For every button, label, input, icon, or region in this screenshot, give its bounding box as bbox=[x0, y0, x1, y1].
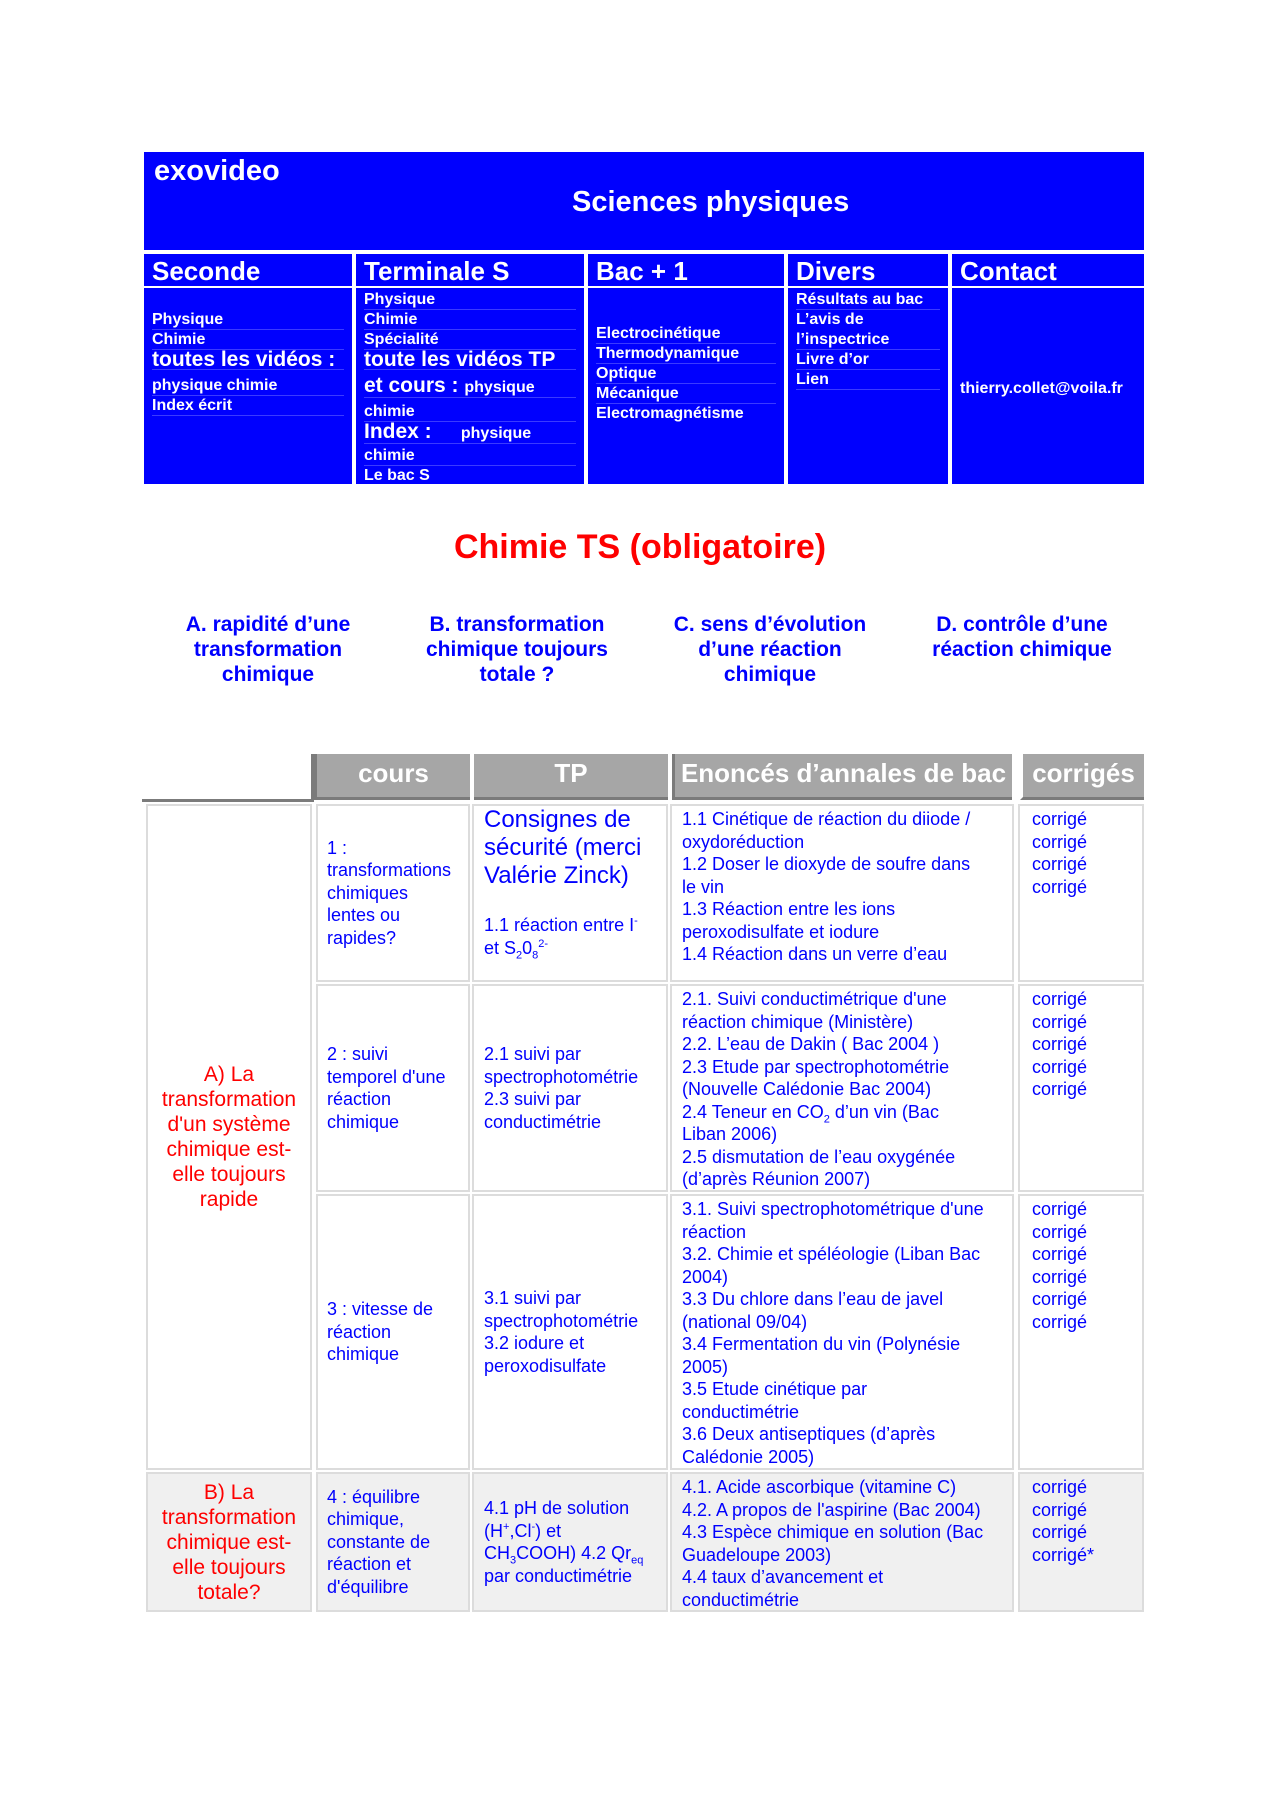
annale-link[interactable]: (d’après Réunion 2007) bbox=[682, 1169, 871, 1189]
row-group-b bbox=[146, 1472, 312, 1612]
row1-cours-line[interactable]: 1 : bbox=[327, 837, 348, 858]
section-d-line[interactable]: réaction chimique bbox=[932, 638, 1112, 661]
corrige-link[interactable]: corrigé bbox=[1032, 989, 1088, 1009]
annale-link[interactable]: 3.5 Etude cinétique par bbox=[682, 1379, 868, 1399]
nav-link[interactable]: Mécanique bbox=[596, 384, 776, 404]
row4-cours-line[interactable]: réaction et bbox=[327, 1554, 412, 1575]
tp-link-line[interactable] bbox=[484, 1542, 666, 1565]
nav-contact-title[interactable]: Contact bbox=[952, 254, 1144, 288]
nav-link-text[interactable]: physique bbox=[460, 425, 532, 442]
annale-link[interactable]: oxydoréduction bbox=[682, 831, 805, 852]
row3-tp bbox=[472, 1194, 668, 1470]
section-a-line[interactable]: transformation bbox=[193, 638, 343, 661]
safety-link-line[interactable]: sécurité (merci bbox=[484, 834, 642, 861]
annale-link[interactable]: (national 09/04) bbox=[682, 1311, 808, 1332]
row2-cours bbox=[316, 984, 470, 1192]
nav-divers-title[interactable]: Divers bbox=[788, 254, 948, 288]
nav-link[interactable]: Electrocinétique bbox=[596, 324, 776, 344]
annale-link[interactable]: (Nouvelle Calédonie Bac 2004) bbox=[682, 1079, 932, 1099]
annale-link[interactable]: 2.2. L’eau de Dakin ( Bac 2004 ) bbox=[682, 1034, 940, 1054]
corrige-link[interactable]: corrigé bbox=[1032, 1311, 1088, 1332]
nav-link[interactable]: Electromagnétisme bbox=[596, 405, 744, 422]
nav-link[interactable]: physique chimie bbox=[152, 376, 344, 396]
nav-link[interactable]: toutes les vidéos : bbox=[152, 350, 344, 370]
annale-text[interactable]: 2.4 Teneur en CO bbox=[682, 1101, 824, 1122]
section-b-line[interactable]: chimique toujours bbox=[425, 638, 608, 661]
nav-terminale-title[interactable]: Terminale S bbox=[356, 254, 584, 288]
annale-sub: 2 bbox=[823, 1113, 830, 1126]
nav-link[interactable]: Spécialité bbox=[364, 330, 576, 350]
row4-cours-line[interactable]: constante de bbox=[327, 1531, 431, 1552]
tp-sub: 3 bbox=[510, 1554, 517, 1567]
row-group-a-line: elle toujours bbox=[172, 1163, 286, 1186]
row-group-b-line: chimique est- bbox=[166, 1530, 292, 1554]
annale-link[interactable]: 2005) bbox=[682, 1356, 729, 1377]
annale-link[interactable]: 4.3 Espèce chimique en solution (Bac bbox=[682, 1522, 984, 1542]
row1-cours-line[interactable]: transformations bbox=[327, 860, 452, 881]
section-b-line[interactable]: totale ? bbox=[479, 663, 555, 686]
nav-link[interactable]: Thermodynamique bbox=[596, 344, 776, 364]
row1-cours-line[interactable]: lentes ou bbox=[327, 905, 401, 926]
annale-link[interactable]: 1.2 Doser le dioxyde de soufre dans bbox=[682, 854, 971, 874]
nav-link[interactable] bbox=[364, 376, 576, 398]
annale-link[interactable]: 3.3 Du chlore dans l’eau de javel bbox=[682, 1289, 944, 1309]
tp-link-line[interactable] bbox=[484, 937, 638, 960]
annale-link[interactable]: 1.1 Cinétique de réaction du diiode / bbox=[682, 809, 971, 829]
contact-email[interactable]: thierry.collet@voila.fr bbox=[960, 380, 1123, 397]
annale-link[interactable]: Guadeloupe 2003) bbox=[682, 1544, 832, 1565]
nav-link[interactable]: Index écrit bbox=[152, 396, 344, 416]
row-group-b-line: totale? bbox=[197, 1580, 261, 1604]
site-subtitle: Sciences physiques bbox=[572, 186, 850, 218]
nav-link[interactable]: toute les vidéos TP bbox=[364, 350, 576, 370]
row-group-a-line: rapide bbox=[199, 1188, 259, 1211]
annale-link[interactable] bbox=[682, 1101, 955, 1124]
row-group-a-line: transformation bbox=[161, 1088, 297, 1111]
nav-link[interactable]: Physique bbox=[152, 310, 344, 330]
tp-link-line[interactable]: peroxodisulfate bbox=[484, 1355, 607, 1376]
safety-link-line[interactable]: Consignes de bbox=[484, 806, 631, 833]
row-group-b-line: elle toujours bbox=[172, 1555, 286, 1579]
annale-link[interactable]: 3.2. Chimie et spéléologie (Liban Bac bbox=[682, 1244, 981, 1264]
corrige-link[interactable]: corrigé bbox=[1032, 809, 1088, 829]
section-link-b[interactable] bbox=[412, 612, 622, 687]
header-banner bbox=[144, 152, 1144, 250]
annale-link[interactable]: 4.4 taux d’avancement et bbox=[682, 1567, 884, 1587]
tp-link-line[interactable]: 3.2 iodure et bbox=[484, 1333, 585, 1353]
row2-tp bbox=[472, 984, 668, 1192]
row2-cours-line[interactable]: réaction bbox=[327, 1089, 392, 1109]
column-header-cours: cours bbox=[314, 754, 470, 800]
corrige-link[interactable]: corrigé bbox=[1032, 1199, 1088, 1219]
row1-corriges bbox=[1018, 804, 1144, 982]
annale-link[interactable]: 3.1. Suivi spectrophotométrique d'une bbox=[682, 1199, 984, 1219]
corrige-link[interactable]: corrigé bbox=[1032, 1289, 1088, 1309]
nav-link[interactable]: Chimie bbox=[152, 330, 344, 350]
annale-link[interactable]: 1.4 Réaction dans un verre d’eau bbox=[682, 944, 948, 964]
row3-cours-line[interactable]: chimique bbox=[327, 1344, 400, 1365]
section-c-line[interactable]: C. sens d’évolution bbox=[673, 613, 867, 636]
nav-link[interactable]: Physique bbox=[364, 290, 576, 310]
corrige-link[interactable]: corrigé bbox=[1032, 1266, 1088, 1287]
tp-link-line[interactable]: par conductimétrie bbox=[484, 1565, 633, 1586]
nav-contact bbox=[952, 254, 1144, 484]
tp-sup: - bbox=[531, 1520, 536, 1533]
row2-cours-line[interactable]: 2 : suivi bbox=[327, 1044, 389, 1064]
annale-link[interactable]: réaction chimique (Ministère) bbox=[682, 1011, 914, 1032]
tp-link-line[interactable] bbox=[484, 914, 638, 937]
section-c-line[interactable]: chimique bbox=[723, 663, 817, 686]
corrige-link[interactable]: corrigé bbox=[1032, 1244, 1088, 1264]
tp-link-line[interactable]: spectrophotométrie bbox=[484, 1066, 639, 1087]
tp-link-line[interactable]: 3.1 suivi par bbox=[484, 1288, 582, 1308]
row4-tp bbox=[472, 1472, 668, 1612]
corrige-link[interactable]: corrigé bbox=[1032, 1034, 1088, 1054]
nav-link[interactable]: chimie bbox=[364, 446, 576, 466]
row-group-a-line: chimique est- bbox=[166, 1138, 292, 1161]
annale-link[interactable]: conductimétrie bbox=[682, 1589, 800, 1610]
site-header bbox=[144, 152, 1144, 484]
nav-link-text[interactable]: Index : bbox=[364, 420, 432, 443]
column-header-annales: Enoncés d’annales de bac bbox=[672, 754, 1012, 800]
annale-link[interactable]: 2.5 dismutation de l’eau oxygénée bbox=[682, 1146, 956, 1167]
row1-cours bbox=[316, 804, 470, 982]
corrige-link[interactable]: corrigé* bbox=[1032, 1544, 1095, 1565]
section-b-line[interactable]: B. transformation bbox=[429, 613, 605, 636]
tp-text[interactable]: 1.1 réaction entre I bbox=[484, 915, 635, 935]
row4-cours bbox=[316, 1472, 470, 1612]
corrige-link[interactable]: corrigé bbox=[1032, 876, 1088, 897]
tp-sub: eq bbox=[631, 1554, 644, 1567]
annale-link[interactable]: 2.1. Suivi conductimétrique d'une bbox=[682, 989, 947, 1009]
tp-text[interactable]: (H bbox=[484, 1520, 503, 1541]
row1-annales bbox=[670, 804, 1014, 982]
tp-sub: 8 bbox=[532, 949, 539, 962]
row-group-a-line: d'un système bbox=[167, 1113, 291, 1136]
annale-link[interactable]: 3.6 Deux antiseptiques (d’après bbox=[682, 1424, 936, 1444]
annale-text[interactable]: d’un vin (Bac bbox=[829, 1101, 939, 1122]
section-c-line[interactable]: d’une réaction bbox=[698, 638, 842, 661]
tp-link-line[interactable] bbox=[484, 1520, 666, 1543]
safety-link-line[interactable]: Valérie Zinck) bbox=[484, 862, 629, 889]
row-group-b-line: transformation bbox=[161, 1505, 297, 1529]
row3-corriges bbox=[1018, 1194, 1144, 1470]
row3-cours-line[interactable]: réaction bbox=[327, 1321, 392, 1342]
row2-cours-line[interactable]: temporel d'une bbox=[327, 1066, 446, 1087]
annale-link[interactable]: Liban 2006) bbox=[682, 1124, 778, 1144]
table-corner bbox=[142, 754, 314, 802]
tp-text[interactable]: CH bbox=[484, 1543, 510, 1563]
row2-corriges bbox=[1018, 984, 1144, 1192]
row1-cours-line[interactable]: chimiques bbox=[327, 882, 409, 903]
nav-link[interactable]: l’inspectrice bbox=[796, 330, 940, 350]
tp-text[interactable]: 0 bbox=[522, 937, 533, 958]
row4-cours-line[interactable]: 4 : équilibre bbox=[327, 1486, 421, 1507]
nav-divers bbox=[788, 254, 948, 484]
nav-link[interactable]: Livre d’or bbox=[796, 350, 940, 370]
nav-seconde bbox=[144, 254, 352, 484]
section-link-a[interactable] bbox=[168, 612, 368, 687]
corrige-link[interactable]: corrigé bbox=[1032, 854, 1088, 874]
annale-link[interactable]: 2.3 Etude par spectrophotométrie bbox=[682, 1056, 950, 1077]
nav-link[interactable]: Chimie bbox=[364, 310, 576, 330]
annale-link[interactable]: réaction bbox=[682, 1221, 747, 1242]
corrige-link[interactable]: corrigé bbox=[1032, 1079, 1088, 1099]
tp-text[interactable]: ,Cl bbox=[509, 1520, 532, 1541]
nav-terminale bbox=[356, 254, 584, 484]
tp-text[interactable]: et S bbox=[484, 937, 517, 958]
annale-link[interactable]: 4.1. Acide ascorbique (vitamine C) bbox=[682, 1477, 957, 1497]
tp-link-line[interactable]: conductimétrie bbox=[484, 1111, 602, 1132]
nav-link-text[interactable]: et cours : bbox=[364, 374, 459, 397]
section-a-line[interactable]: A. rapidité d’une bbox=[185, 613, 351, 636]
corrige-link[interactable]: corrigé bbox=[1032, 1011, 1088, 1032]
corrige-link[interactable]: corrigé bbox=[1032, 1477, 1088, 1497]
row3-cours bbox=[316, 1194, 470, 1470]
tp-link-line[interactable]: 4.1 pH de solution bbox=[484, 1498, 630, 1518]
row-group-a bbox=[146, 804, 312, 1470]
row1-tp bbox=[472, 804, 668, 982]
nav-link[interactable]: Optique bbox=[596, 364, 776, 384]
row2-annales bbox=[670, 984, 1014, 1192]
nav-seconde-title[interactable]: Seconde bbox=[144, 254, 352, 288]
nav-link[interactable]: Résultats au bac bbox=[796, 290, 940, 310]
annale-link[interactable]: 2004) bbox=[682, 1266, 729, 1287]
corrige-link[interactable]: corrigé bbox=[1032, 831, 1088, 852]
corrige-link[interactable]: corrigé bbox=[1032, 1056, 1088, 1077]
annale-link[interactable]: 4.2. A propos de l'aspirine (Bac 2004) bbox=[682, 1499, 981, 1520]
corrige-link[interactable]: corrigé bbox=[1032, 1522, 1088, 1542]
annale-link[interactable]: le vin bbox=[682, 876, 725, 897]
section-a-line[interactable]: chimique bbox=[221, 663, 315, 686]
nav-link[interactable]: Le bac S bbox=[364, 467, 430, 484]
annale-link[interactable]: peroxodisulfate et iodure bbox=[682, 921, 880, 942]
annale-link[interactable]: 1.3 Réaction entre les ions bbox=[682, 899, 896, 919]
row2-cours-line[interactable]: chimique bbox=[327, 1111, 400, 1132]
section-link-d[interactable] bbox=[912, 612, 1132, 662]
nav-bac1-title[interactable]: Bac + 1 bbox=[588, 254, 784, 288]
corrige-link[interactable]: corrigé bbox=[1032, 1221, 1088, 1242]
nav-link[interactable]: L’avis de bbox=[796, 311, 864, 328]
row-group-b-line: B) La bbox=[203, 1480, 255, 1504]
tp-sup: + bbox=[503, 1520, 510, 1533]
column-header-corriges: corrigés bbox=[1020, 754, 1144, 800]
row-group-a-line: A) La bbox=[203, 1063, 255, 1086]
annale-link[interactable]: conductimétrie bbox=[682, 1401, 800, 1422]
nav-bac1 bbox=[588, 254, 784, 484]
section-link-c[interactable] bbox=[660, 612, 880, 687]
row4-cours-line[interactable]: d'équilibre bbox=[327, 1576, 409, 1597]
tp-link-line[interactable]: 2.3 suivi par bbox=[484, 1089, 582, 1109]
tp-link-line[interactable]: 2.1 suivi par bbox=[484, 1044, 582, 1064]
row4-corriges bbox=[1018, 1472, 1144, 1612]
nav-link-text[interactable]: physique bbox=[464, 379, 535, 396]
section-d-line[interactable]: D. contrôle d’une bbox=[936, 613, 1108, 636]
row3-annales bbox=[670, 1194, 1014, 1470]
tp-sub: 2 bbox=[516, 949, 523, 962]
annale-link[interactable]: Calédonie 2005) bbox=[682, 1446, 815, 1467]
row4-annales bbox=[670, 1472, 1014, 1612]
tp-text[interactable]: COOH) 4.2 Qr bbox=[516, 1543, 632, 1563]
nav-link[interactable] bbox=[364, 422, 576, 444]
row4-cours-line[interactable]: chimique, bbox=[327, 1509, 405, 1530]
row1-cours-line[interactable]: rapides? bbox=[327, 927, 397, 948]
tp-sup: 2- bbox=[538, 937, 549, 950]
tp-text[interactable]: ) et bbox=[535, 1520, 562, 1541]
nav-link[interactable]: chimie bbox=[364, 402, 576, 422]
site-name[interactable]: exovideo bbox=[154, 155, 280, 187]
page-title: Chimie TS (obligatoire) bbox=[453, 528, 827, 566]
annale-link[interactable]: 3.4 Fermentation du vin (Polynésie bbox=[682, 1334, 961, 1354]
nav-link[interactable]: Lien bbox=[796, 370, 940, 390]
corrige-link[interactable]: corrigé bbox=[1032, 1499, 1088, 1520]
column-header-tp: TP bbox=[474, 754, 668, 800]
tp-link-line[interactable]: spectrophotométrie bbox=[484, 1310, 639, 1331]
tp-sup: - bbox=[634, 915, 638, 927]
row3-cours-line[interactable]: 3 : vitesse de bbox=[327, 1299, 434, 1320]
